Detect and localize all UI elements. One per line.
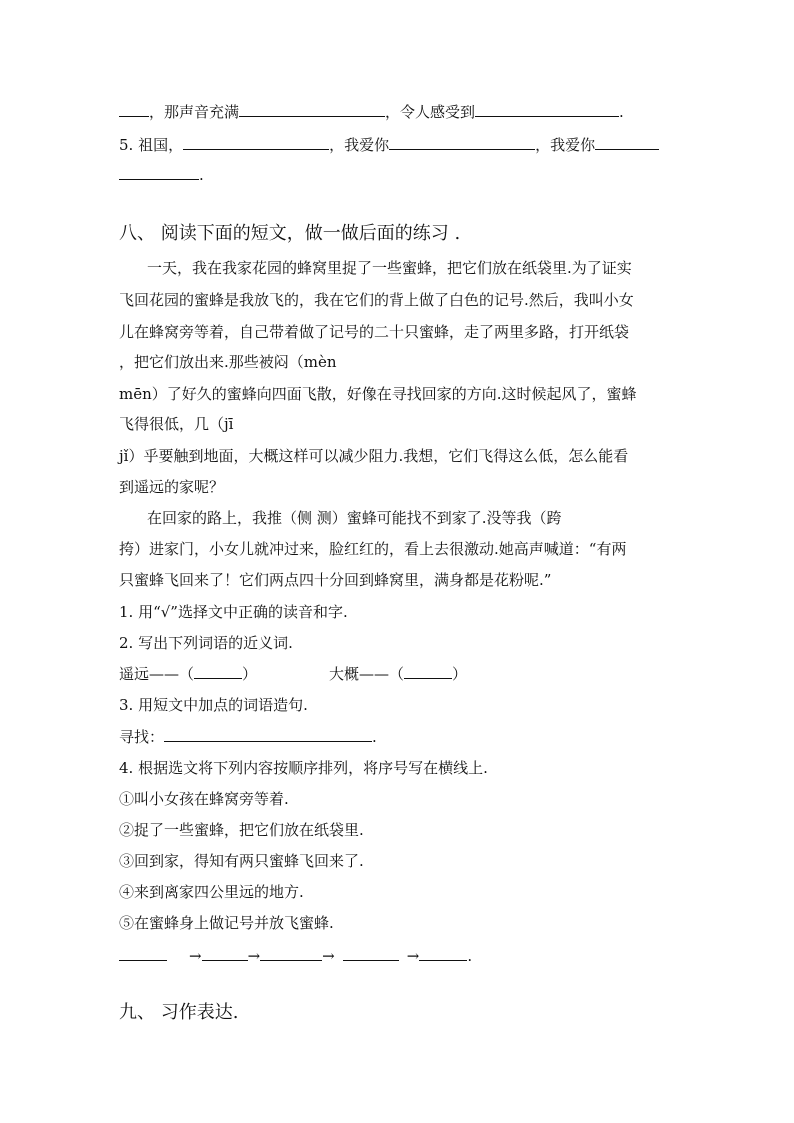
period: . bbox=[372, 728, 377, 746]
passage-line: 儿在蜂窝旁等着，自己带着做了记号的二十只蜜蜂，走了两里多路，打开纸袋 bbox=[119, 323, 630, 341]
list-item: ①叫小女孩在蜂窝旁等着. bbox=[119, 790, 289, 808]
passage-line: 到遥远的家呢？ bbox=[119, 478, 225, 496]
list-item: ③回到家，得知有两只蜜蜂飞回来了. bbox=[119, 852, 364, 870]
question-2: 2. 写出下列词语的近义词. bbox=[119, 634, 293, 652]
q5-line-2 bbox=[119, 164, 204, 185]
section-8-title: 八、 阅读下面的短文，做一做后面的练习 . bbox=[119, 223, 461, 244]
blank[interactable] bbox=[202, 945, 248, 961]
q5-text-2: ，我爱你 bbox=[329, 136, 390, 154]
list-item: ⑤在蜜蜂身上做记号并放飞蜜蜂. bbox=[119, 914, 334, 932]
q5-end: . bbox=[199, 166, 204, 184]
section-9-title: 九、 习作表达. bbox=[119, 1002, 239, 1023]
blank[interactable] bbox=[260, 945, 322, 961]
blank[interactable] bbox=[595, 134, 659, 150]
blank[interactable] bbox=[119, 164, 199, 180]
blank[interactable] bbox=[404, 663, 452, 679]
period: . bbox=[467, 947, 473, 965]
blank[interactable] bbox=[239, 101, 385, 117]
q4-end: . bbox=[619, 103, 624, 121]
blank[interactable] bbox=[343, 945, 399, 961]
passage-line: 在回家的路上，我推（侧 测）蜜蜂可能找不到家了.没等我（跨 bbox=[147, 509, 562, 527]
q3-answer bbox=[119, 726, 377, 747]
q3-label: 寻找： bbox=[119, 728, 165, 746]
arrow-icon: → bbox=[189, 947, 202, 965]
question-4: 4. 根据选文将下列内容按顺序排列，将序号写在横线上. bbox=[119, 759, 488, 777]
passage-line: 一天，我在我家花园的蜂窝里捉了一些蜜蜂，把它们放在纸袋里.为了证实 bbox=[147, 259, 632, 277]
q5-lead: 5. 祖国， bbox=[119, 136, 184, 154]
paren: ） bbox=[242, 665, 258, 683]
passage-line: 飞得很低，几（jī bbox=[119, 415, 234, 433]
paren: ） bbox=[452, 665, 468, 683]
q5-text-3: ，我爱你 bbox=[535, 136, 596, 154]
passage-line: 只蜜蜂飞回来了！它们两点四十分回到蜂窝里，满身都是花粉呢.” bbox=[119, 571, 552, 589]
blank[interactable] bbox=[183, 134, 329, 150]
q2-a-label: 遥远——（ bbox=[119, 665, 195, 683]
blank[interactable] bbox=[419, 945, 467, 961]
q4-text-1: ，那声音充满 bbox=[149, 103, 240, 121]
q2-answers bbox=[119, 663, 467, 684]
blank[interactable] bbox=[389, 134, 535, 150]
list-item: ④来到离家四公里远的地方. bbox=[119, 883, 304, 901]
blank[interactable] bbox=[119, 101, 149, 117]
list-item: ②捉了一些蜜蜂，把它们放在纸袋里. bbox=[119, 821, 364, 839]
question-1: 1. 用“√”选择文中正确的读音和字. bbox=[119, 603, 348, 621]
passage-line: 挎）进家门，小女儿就冲过来，脸红红的，看上去很激动.她高声喊道：“有两 bbox=[119, 540, 627, 558]
arrow-icon: → bbox=[406, 947, 420, 965]
q4-text-2: ，令人感受到 bbox=[385, 103, 476, 121]
order-answer bbox=[119, 945, 472, 966]
blank[interactable] bbox=[164, 726, 372, 742]
passage-line: mēn）了好久的蜜蜂向四面飞散，好像在寻找回家的方向.这时候起风了，蜜蜂 bbox=[119, 385, 637, 403]
q5-line bbox=[119, 134, 659, 155]
passage-line: jǐ）乎要触到地面，大概这样可以减少阻力.我想，它们飞得这么低，怎么能看 bbox=[119, 447, 629, 465]
passage-line: ，把它们放出来.那些被闷（mèn bbox=[119, 353, 337, 371]
arrow-icon: → bbox=[322, 947, 335, 965]
blank[interactable] bbox=[475, 101, 619, 117]
question-3: 3. 用短文中加点的词语造句. bbox=[119, 696, 308, 714]
q2-b-label: 大概——（ bbox=[329, 665, 405, 683]
passage-line: 飞回花园的蜜蜂是我放飞的，我在它们的背上做了白色的记号.然后，我叫小女 bbox=[119, 291, 634, 309]
q4-tail-line bbox=[119, 101, 624, 122]
blank[interactable] bbox=[194, 663, 242, 679]
arrow-icon: → bbox=[247, 947, 261, 965]
blank[interactable] bbox=[119, 945, 167, 961]
